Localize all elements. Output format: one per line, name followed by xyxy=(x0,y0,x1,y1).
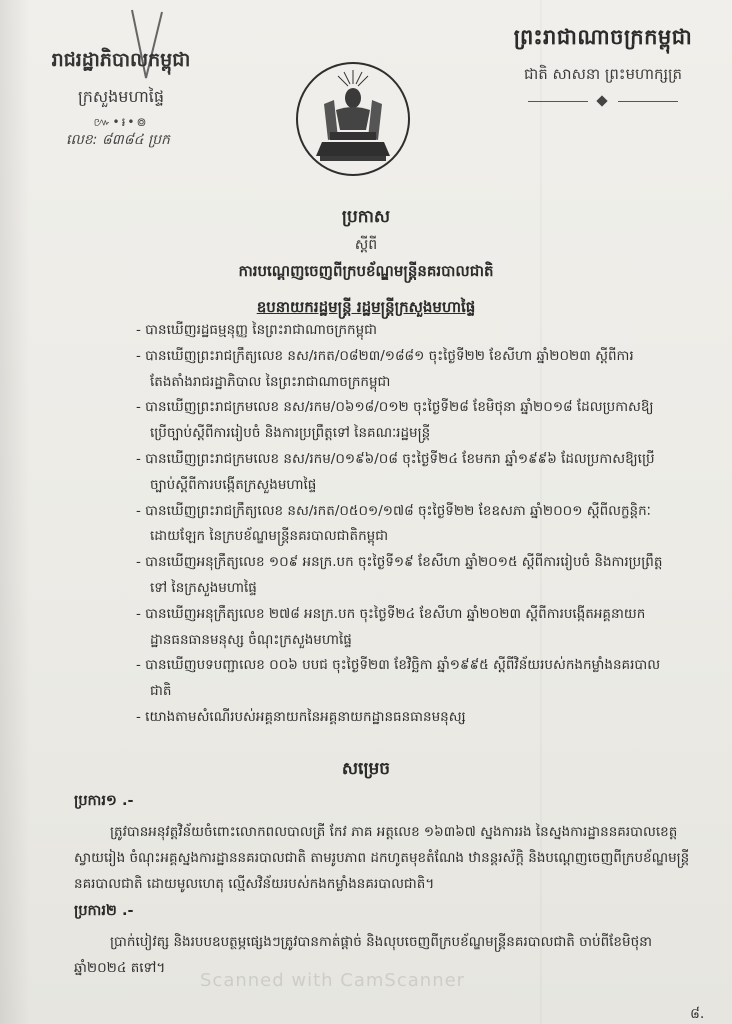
preamble-list xyxy=(136,318,666,731)
ministry-ornament: ៚•៛•៙ xyxy=(93,115,149,129)
government-name: រាជរដ្ឋាភិបាលកម្ពុជា xyxy=(51,49,191,71)
reference-number: លេខ: ៨៣៨៤ ប្រក xyxy=(66,132,170,148)
article-heading: ប្រការ២ .- xyxy=(74,903,134,919)
ministry-name: ក្រសួងមហាផ្ទៃ xyxy=(77,87,164,106)
preamble-item: - បានឃើញព្រះរាជក្រឹត្យលេខ នស/រកត/០៨២៣/១៨៨១ ចុះថ្ងៃទី២២ ខែសីហា ឆ្នាំ២០២៣ ស្តីពីការតែងតាំងរាជរដ្ឋាភិបាល នៃព្រះរាជាណាចក្រកម្ពុជា xyxy=(136,347,634,390)
preamble-item: - បានឃើញបទបញ្ជាលេខ ០០៦ បបជ ចុះថ្ងៃទី២៣ ខែវិច្ឆិកា ឆ្នាំ១៩៩៥ ស្តីពីវិន័យរបស់កងកម្លាំងនគរបាលជាតិ xyxy=(136,657,661,700)
document-subject: ការបណ្តេញចេញពីក្របខ័ណ្ឌមន្ត្រីនគរបាលជាតិ xyxy=(238,262,494,280)
kingdom-title: ព្រះរាជាណាចក្រកម្ពុជា xyxy=(513,25,693,49)
article-text: ត្រូវបានអនុវត្តវិន័យចំពោះលោកពលបាលត្រី កែវ ភាគ អត្តលេខ ១៦៣៦៧ ស្នងការរង នៃស្នងការដ្ឋាននគរបាលខេត្តស្វាយរៀង ចំណុះអគ្គស្នងការដ្ឋាននគរបាលជាតិ តាមរូបភាព ដកហូតមុខតំណែង ឋានន្តរស័ក្តិ និងបណ្តេញចេញពីក្របខ័ណ្ឌមន្ត្រីនគរបាលជាតិ ដោយមូលហេតុ ល្មើសវិន័យរបស់កងកម្លាំងនគរបាលជាតិ។ xyxy=(74,824,690,892)
preamble-item: - បានឃើញព្រះរាជក្រឹត្យលេខ នស/រកត/០៥០១/១៧៨ ចុះថ្ងៃទី២២ ខែឧសភា ឆ្នាំ២០០១ ស្តីពីលក្ខន្តិកៈដោយឡែក នៃក្របខ័ណ្ឌមន្ត្រីនគរបាលជាតិកម្ពុជា xyxy=(136,502,651,545)
decision-heading: សម្រេច xyxy=(341,759,391,779)
scanner-watermark: Scanned with CamScanner xyxy=(200,970,466,991)
kingdom-motto: ជាតិ សាសនា ព្រះមហាក្សត្រ xyxy=(523,65,683,83)
page-corner-mark: ៨. xyxy=(690,1006,705,1022)
motto-ornament xyxy=(528,97,678,107)
document-type: ប្រកាស xyxy=(341,207,391,227)
preamble-item: - បានឃើញព្រះរាជក្រមលេខ នស/រកម/០៦១៨/០១២ ចុះថ្ងៃទី២៨ ខែមិថុនា ឆ្នាំ២០១៨ ដែលប្រកាសឱ្យប្រើច្បាប់ស្តីពីការរៀបចំ និងការប្រព្រឹត្តទៅ នៃគណៈរដ្ឋមន្ត្រី xyxy=(136,399,654,442)
document-issuer: ឧបនាយករដ្ឋមន្ត្រី រដ្ឋមន្ត្រីក្រសួងមហាផ្ទៃ xyxy=(256,298,476,316)
preamble-item: - យោងតាមសំណើរបស់អគ្គនាយកនៃអគ្គនាយកដ្ឋានធនធានមនុស្ស xyxy=(136,708,466,725)
preamble-item: - បានឃើញអនុក្រឹត្យលេខ ១០៩ អនក្រ.បក ចុះថ្ងៃទី១៩ ខែសីហា ឆ្នាំ២០១៥ ស្តីពីការរៀបចំ និងការប្រព្រឹត្តទៅ នៃក្រសួងមហាផ្ទៃ xyxy=(136,554,663,596)
preamble-item: - បានឃើញអនុក្រឹត្យលេខ ២៧៨ អនក្រ.បក ចុះថ្ងៃទី២៤ ខែសីហា ឆ្នាំ២០២៣ ស្តីពីការបង្កើតអគ្គនាយកដ្ឋានធនធានមនុស្ស ចំណុះក្រសួងមហាផ្ទៃ xyxy=(136,605,646,648)
preamble-item: - បានឃើញរដ្ឋធម្មនុញ្ញ នៃព្រះរាជាណាចក្រកម្ពុជា xyxy=(136,322,378,338)
title-block xyxy=(0,206,732,320)
scan-shadow xyxy=(0,0,30,1024)
article-1 xyxy=(74,792,694,897)
kingdom-header xyxy=(488,24,718,107)
ministry-header xyxy=(36,48,206,132)
preamble-item: - បានឃើញព្រះរាជក្រមលេខ នស/រកម/០១៩៦/០៨ ចុះថ្ងៃទី២៤ ខែមករា ឆ្នាំ១៩៩៦ ដែលប្រកាសឱ្យប្រើច្បាប់ស្តីពីការបង្កើតក្រសួងមហាផ្ទៃ xyxy=(136,450,655,493)
article-heading: ប្រការ១ .- xyxy=(74,793,134,809)
article-text: ប្រាក់បៀវត្ស និងរបបឧបត្ថម្ភផ្សេងៗត្រូវបានកាត់ផ្តាច់ និងលុបចេញពីក្របខ័ណ្ឌមន្ត្រីនគរបាលជាតិ ចាប់ពីខែមិថុនា ឆ្នាំ២០២៤ តទៅ។ xyxy=(74,934,652,976)
royal-emblem-icon xyxy=(294,60,412,178)
document-about: ស្តីពី xyxy=(354,237,378,253)
